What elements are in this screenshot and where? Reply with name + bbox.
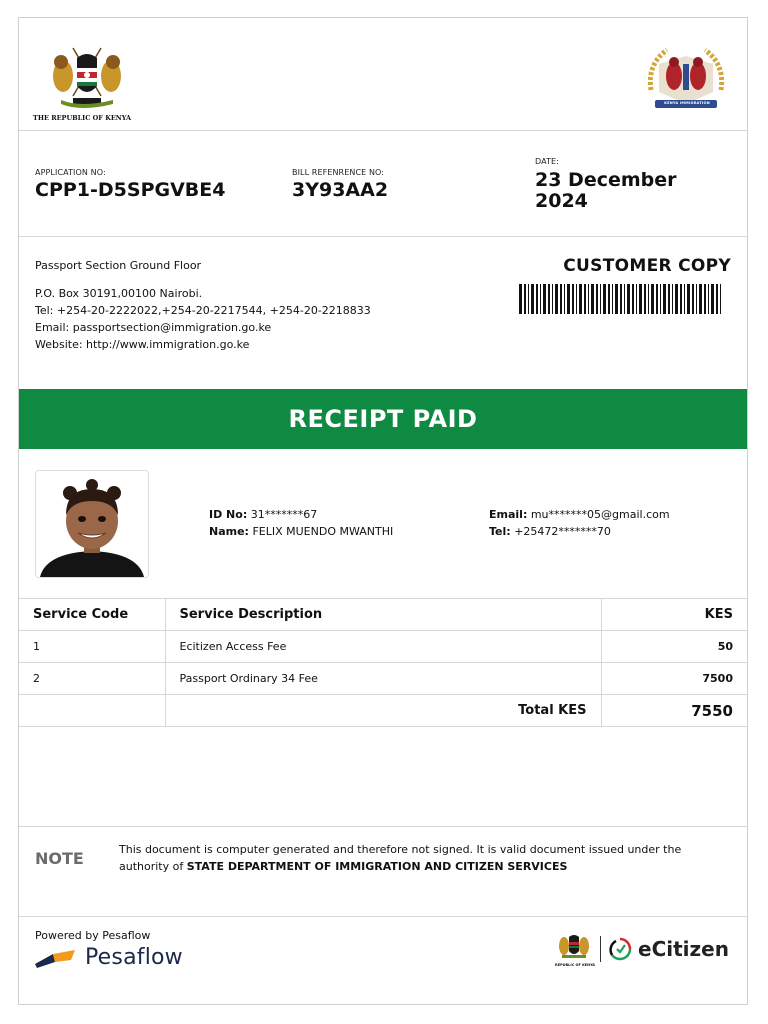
barcode-bar — [672, 284, 673, 314]
barcode-bar — [608, 284, 610, 314]
date-block — [535, 157, 677, 212]
note-section — [19, 827, 747, 916]
barcode-bar — [603, 284, 606, 314]
service-amount: 7500 — [601, 663, 747, 695]
applicant-tel-row: Tel: +25472*******70 — [489, 525, 611, 538]
immigration-emblem-caption: KENYA IMMIGRATION — [664, 101, 710, 105]
barcode-bar — [588, 284, 589, 314]
barcode-bar — [711, 284, 714, 314]
application-no-label: APPLICATION NO: — [35, 168, 106, 177]
application-block — [35, 168, 225, 201]
barcode-bar — [663, 284, 666, 314]
date-value — [535, 170, 677, 212]
total-value: 7550 — [601, 695, 747, 727]
telephone: Tel: +254-20-2222022,+254-20-2217544, +254-20-2218833 — [35, 304, 371, 317]
pesaflow-logo — [35, 945, 183, 970]
note-text: This document is computer generated and therefore not signed. It is valid document issued under the authority of STATE DEPARTMENT OF IMMIGRATION AND CITIZEN SERVICES — [119, 843, 682, 873]
barcode-bar — [675, 284, 678, 314]
barcode-bar — [627, 284, 630, 314]
barcode-bar — [596, 284, 598, 314]
child-portrait-icon — [36, 471, 148, 577]
barcode-bar — [716, 284, 718, 314]
footer — [19, 917, 747, 1005]
service-code: 2 — [19, 663, 165, 695]
coat-of-arms-caption: THE REPUBLIC OF KENYA — [33, 114, 132, 122]
small-emblem-caption: REPUBLIC OF KENYA — [555, 963, 596, 967]
barcode-bar — [552, 284, 553, 314]
coat-of-arms-icon — [33, 42, 129, 108]
barcode-bar — [579, 284, 582, 314]
receipt-paid-text: RECEIPT PAID — [288, 405, 478, 433]
date-label: DATE: — [535, 157, 560, 166]
note-label: NOTE — [35, 849, 84, 868]
barcode-bar — [720, 284, 721, 314]
website: Website: http://www.immigration.go.ke — [35, 338, 250, 351]
barcode — [519, 284, 725, 314]
barcode-bar — [612, 284, 613, 314]
barcode-bar — [684, 284, 685, 314]
address-section — [19, 237, 747, 389]
receipt-page — [18, 17, 748, 1005]
barcode-bar — [644, 284, 646, 314]
powered-by-text: Powered by Pesaflow — [35, 929, 151, 942]
barcode-bar — [536, 284, 538, 314]
barcode-icon — [519, 284, 725, 314]
date-year: 2024 — [535, 190, 588, 212]
barcode-bar — [656, 284, 658, 314]
barcode-bar — [624, 284, 625, 314]
logo-separator — [600, 936, 601, 962]
barcode-bar — [572, 284, 574, 314]
office-address — [35, 257, 371, 353]
barcode-bar — [704, 284, 706, 314]
barcode-bar — [576, 284, 577, 314]
barcode-bar — [524, 284, 526, 314]
immigration-emblem — [645, 44, 727, 114]
header-service-description: Service Description — [165, 599, 601, 631]
barcode-bar — [615, 284, 618, 314]
service-code: 1 — [19, 631, 165, 663]
pesaflow-wordmark: Pesaflow — [85, 945, 183, 970]
barcode-bar — [528, 284, 529, 314]
service-description: Passport Ordinary 34 Fee — [165, 663, 601, 695]
bill-block — [292, 168, 388, 201]
barcode-bar — [540, 284, 541, 314]
barcode-bar — [567, 284, 570, 314]
date-day-month: 23 December — [535, 169, 677, 191]
applicant-tel-value: +25472*******70 — [514, 525, 611, 538]
barcode-bar — [531, 284, 534, 314]
barcode-bar — [560, 284, 562, 314]
header — [19, 18, 747, 130]
office-name: Passport Section Ground Floor — [35, 259, 202, 272]
application-no-value: CPP1-D5SPGVBE4 — [35, 179, 226, 201]
kenya-coat-of-arms — [33, 42, 132, 122]
po-box: P.O. Box 30191,00100 Nairobi. — [35, 287, 203, 300]
barcode-bar — [648, 284, 649, 314]
barcode-bar — [564, 284, 565, 314]
applicant-id-row: ID No: 31*******67 — [209, 508, 318, 521]
applicant-identity — [209, 506, 393, 540]
reference-section — [19, 131, 747, 236]
barcode-bar — [555, 284, 558, 314]
table-row — [19, 631, 747, 663]
small-coat-of-arms-icon — [556, 931, 592, 959]
barcode-bar — [600, 284, 601, 314]
applicant-contact — [489, 506, 670, 540]
ecitizen-swirl-icon — [608, 937, 632, 961]
applicant-id-value: 31*******67 — [250, 508, 318, 521]
applicant-section — [19, 449, 747, 598]
barcode-bar — [668, 284, 670, 314]
barcode-bar — [651, 284, 654, 314]
table-header-row — [19, 599, 747, 631]
barcode-bar — [620, 284, 622, 314]
table-total-row — [19, 695, 747, 727]
services-table — [19, 598, 747, 727]
pesaflow-mark-icon — [35, 948, 77, 968]
barcode-bar — [699, 284, 702, 314]
note-authority: STATE DEPARTMENT OF IMMIGRATION AND CITIZEN SERVICES — [186, 860, 568, 873]
barcode-bar — [639, 284, 642, 314]
bill-reference-label: BILL REFENRENCE NO: — [292, 168, 385, 177]
applicant-email-row: Email: mu*******05@gmail.com — [489, 508, 670, 521]
bill-reference-value: 3Y93AA2 — [292, 179, 389, 201]
applicant-name-row: Name: FELIX MUENDO MWANTHI — [209, 525, 394, 538]
header-service-code: Service Code — [19, 599, 165, 631]
ecitizen-wordmark: eCitizen — [638, 937, 729, 961]
header-kes: KES — [601, 599, 747, 631]
total-label: Total KES — [165, 695, 601, 727]
barcode-bar — [660, 284, 661, 314]
barcode-bar — [591, 284, 594, 314]
barcode-bar — [680, 284, 682, 314]
receipt-paid-banner — [19, 389, 747, 449]
empty-cell — [19, 695, 165, 727]
barcode-bar — [543, 284, 546, 314]
service-amount: 50 — [601, 631, 747, 663]
barcode-bar — [687, 284, 690, 314]
customer-copy-label: CUSTOMER COPY — [563, 256, 731, 276]
applicant-name-value: FELIX MUENDO MWANTHI — [252, 525, 394, 538]
barcode-bar — [632, 284, 634, 314]
kenya-emblem-small — [555, 931, 596, 967]
barcode-bar — [636, 284, 637, 314]
applicant-email-value: mu*******05@gmail.com — [530, 508, 670, 521]
barcode-bar — [696, 284, 697, 314]
barcode-bar — [548, 284, 550, 314]
email: Email: passportsection@immigration.go.ke — [35, 321, 272, 334]
barcode-bar — [708, 284, 709, 314]
applicant-photo — [35, 470, 149, 578]
service-description: Ecitizen Access Fee — [165, 631, 601, 663]
ecitizen-logo — [555, 931, 729, 967]
barcode-bar — [584, 284, 586, 314]
table-row — [19, 663, 747, 695]
barcode-bar — [519, 284, 522, 314]
barcode-bar — [692, 284, 694, 314]
